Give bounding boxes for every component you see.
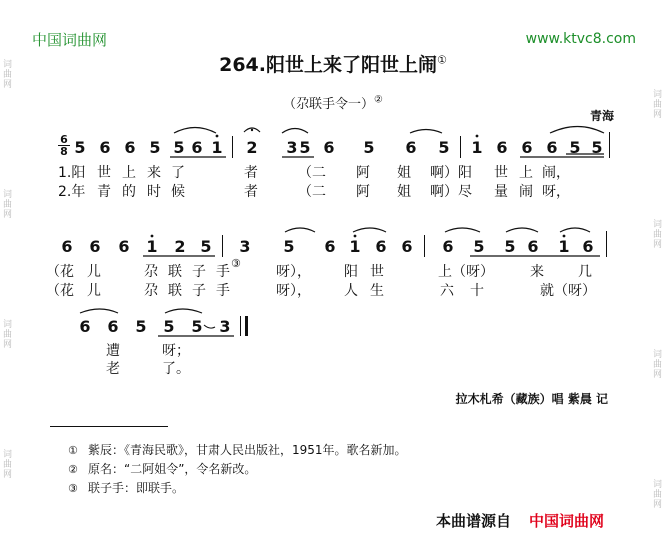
footnote-marker: ②: [68, 463, 78, 476]
lyric: 老: [106, 361, 120, 377]
lyric: 上: [122, 165, 136, 181]
note: 5: [283, 237, 295, 256]
note: 1: [471, 138, 483, 157]
footnote-marker: ③: [68, 482, 78, 495]
lyric: 了。: [162, 361, 190, 377]
performer-credit: 拉木札希（藏族）唱 紫晨 记: [455, 392, 608, 406]
site-name-left: 中国词曲网: [32, 31, 108, 49]
lyric: 遭: [106, 343, 120, 359]
lyric: 呀，: [542, 184, 570, 200]
note: 5: [504, 237, 516, 256]
note: 6: [405, 138, 417, 157]
lyric: 世: [97, 165, 111, 181]
footnote-divider: [50, 426, 168, 427]
note: 6: [118, 237, 130, 256]
note: 1: [146, 237, 158, 256]
note: 6: [442, 237, 454, 256]
lyric: 候: [171, 184, 185, 200]
watermark-text: 词曲网: [652, 220, 662, 250]
note: 3: [286, 138, 298, 157]
lyric: 来: [147, 165, 161, 181]
note: 6: [324, 237, 336, 256]
lyric: 儿: [87, 283, 101, 299]
lyric: 六: [440, 283, 454, 299]
note: 5: [163, 317, 175, 336]
lyric: 生: [370, 283, 384, 299]
lyric: 1.阳: [58, 165, 86, 181]
note: 5: [74, 138, 86, 157]
note: 6: [582, 237, 594, 256]
watermark-text: 词曲网: [2, 450, 12, 480]
lyric: 闹，: [542, 165, 570, 181]
lyric: 儿: [87, 264, 101, 280]
lyric: 量: [494, 184, 508, 200]
lyric: 手: [216, 264, 230, 280]
source-line: [436, 510, 604, 531]
lyric: （花: [46, 283, 74, 299]
lyric: 阿: [356, 165, 370, 181]
note: 6: [496, 138, 508, 157]
note: 2: [174, 237, 186, 256]
lyric: 时: [147, 184, 161, 200]
watermark-text: 词曲网: [652, 480, 662, 510]
note: 6: [61, 237, 73, 256]
lyric: 尕: [144, 283, 158, 299]
lyric: 上（呀）: [438, 264, 494, 280]
lyric: 世: [494, 165, 508, 181]
note: 6: [546, 138, 558, 157]
lyric: （二: [298, 165, 326, 181]
lyric: 姐: [397, 165, 411, 181]
watermark-text: 词曲网: [2, 320, 12, 350]
lyric: 者: [244, 165, 258, 181]
watermark-text: 词曲网: [652, 350, 662, 380]
source-label: 本曲谱源自: [436, 512, 512, 530]
note: 1: [349, 237, 361, 256]
footnote: [68, 460, 256, 477]
site-url: www.ktvc8.com: [525, 31, 636, 47]
footnote-text: 联子手：即联手。: [88, 481, 185, 495]
lyric: 呀），: [276, 264, 311, 280]
note: 6: [527, 237, 539, 256]
note: 5: [591, 138, 603, 157]
song-title-text: 264.阳世上来了阳世上闹: [219, 54, 437, 76]
lyric: 了: [171, 165, 185, 181]
footnote-marker: ①: [68, 444, 78, 457]
lyric: 世: [370, 264, 384, 280]
note: 5: [135, 317, 147, 336]
note: 6: [375, 237, 387, 256]
lyric: 青: [97, 184, 111, 200]
note: 6: [79, 317, 91, 336]
footnote: [68, 441, 407, 458]
lyric: 上: [519, 165, 533, 181]
lyric: 啊）尽: [430, 184, 472, 200]
watermark-text: 词曲网: [2, 190, 12, 220]
lyric: 呀），: [276, 283, 311, 299]
note: 5: [191, 317, 203, 336]
note: 5: [569, 138, 581, 157]
lyric: 阳: [344, 264, 358, 280]
note: 6: [99, 138, 111, 157]
lyric: 十: [470, 283, 484, 299]
lyric: （花: [46, 264, 74, 280]
lyric: 联: [168, 264, 182, 280]
source-brand: 中国词曲网: [529, 512, 605, 530]
footnote-text: 紫辰：《青海民歌》，甘肃人民出版社，1951年。歌名新加。: [88, 443, 407, 457]
lyric: （二: [298, 184, 326, 200]
lyric: 闹: [519, 184, 533, 200]
subtitle-footnote-marker: ②: [374, 94, 383, 106]
lyric: 几: [578, 264, 592, 280]
note: 6: [124, 138, 136, 157]
note: 6: [107, 317, 119, 336]
note: 1: [211, 138, 223, 157]
footnote: [68, 479, 184, 496]
watermark-text: 词曲网: [652, 90, 662, 120]
lyric: 子: [192, 264, 206, 280]
lyric: 阿: [356, 184, 370, 200]
lyric: 的: [122, 184, 136, 200]
octave-dots: [151, 135, 566, 238]
lyric: 来: [530, 264, 544, 280]
time-signature-bottom: 8: [60, 145, 68, 158]
note: 5: [200, 237, 212, 256]
note: 6: [401, 237, 413, 256]
note: 2: [246, 138, 258, 157]
note: 5: [299, 138, 311, 157]
note: 5: [149, 138, 161, 157]
watermark-text: 词曲网: [2, 60, 12, 90]
note: 5: [438, 138, 450, 157]
rhythm-underlines: [143, 154, 604, 336]
lyric: 尕: [144, 264, 158, 280]
note: 1: [558, 237, 570, 256]
lyric: 子: [192, 283, 206, 299]
lyric: 呀；: [162, 343, 190, 359]
lyric: 手: [216, 283, 230, 299]
note: 6: [323, 138, 335, 157]
song-subtitle-text: （尕联手令一）: [283, 97, 375, 112]
lyric: 联: [168, 283, 182, 299]
region-label: 青海: [590, 109, 615, 123]
lyric-footnote-marker: ③: [231, 257, 241, 270]
slurs: [80, 127, 604, 314]
time-signature-top: 6: [60, 133, 68, 146]
note: 5: [473, 237, 485, 256]
note: 3: [219, 317, 231, 336]
lyric: 者: [244, 184, 258, 200]
note: 5: [173, 138, 185, 157]
note: 6: [191, 138, 203, 157]
footnote-text: 原名：“二阿姐令”，令名新改。: [88, 462, 257, 476]
lyric: 就（呀）: [540, 283, 596, 299]
note: 6: [89, 237, 101, 256]
lyric: 姐: [397, 184, 411, 200]
lyric: 2.年: [58, 184, 86, 200]
note: 6: [521, 138, 533, 157]
note: 3: [239, 237, 251, 256]
lyric: 人: [344, 283, 358, 299]
title-footnote-marker: ①: [437, 53, 447, 67]
note: 5: [363, 138, 375, 157]
lyric: 啊）阳: [430, 165, 472, 181]
